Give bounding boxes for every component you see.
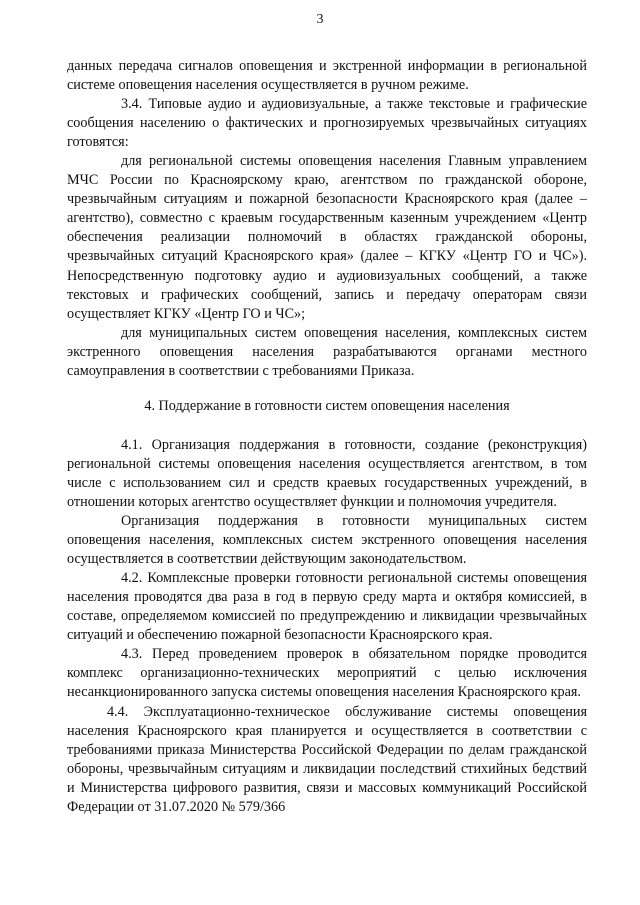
paragraph-3-4: 3.4. Типовые аудио и аудиовизуальные, а также текстовые и графические сообщения населению о фактических и прогнозируемых чрезвычайных ситуациях готовятся: — [67, 96, 587, 151]
paragraph-4-1: 4.1. Организация поддержания в готовности, создание (реконструкция) региональной системы оповещения населения осуществляется агентством, в том числе с использованием сил и средств краевых государственных учреждений, в отношении которых агентство осуществляет функции и полномочия учредителя. — [67, 436, 587, 510]
paragraph-organization: Организация поддержания в готовности муниципальных систем оповещения населения, комплексных систем экстренного оповещения населения осуществляется в соответствии действующим законодательством. — [67, 513, 587, 568]
paragraph-continuation: данных передача сигналов оповещения и экстренной информации в региональной системе оповещения населения осуществляется в ручном режиме. — [67, 58, 587, 94]
paragraph-municipal-systems: для муниципальных систем оповещения населения, комплексных систем экстренного оповещения населения разрабатываются органами местного самоуправления в соответствии с требованиями Приказа. — [67, 324, 587, 379]
paragraph-4-3: 4.3. Перед проведением проверок в обязательном порядке проводится комплекс организационно-технических мероприятий с целью исключения несанкционированного запуска системы оповещения населения Красноярского края. — [67, 646, 587, 701]
page-number: 3 — [316, 12, 324, 27]
paragraph-regional-system: для региональной системы оповещения населения Главным управлением МЧС России по Красноярскому краю, агентством по гражданской обороне, чрезвычайным ситуациям и пожарной безопасности Красноярского края (далее – агентство), совместно с краевым государственным казенным учреждением «Центр обеспечения реализации полномочий в областях гражданской обороны, чрезвычайных ситуаций Красноярского края» (далее – КГКУ «Центр ГО и ЧС»). Непосредственную подготовку аудио и аудиовизуальных сообщений, а также текстовых и графических сообщений, запись и передачу операторам связи осуществляет КГКУ «Центр ГО и ЧС»; — [67, 153, 587, 322]
paragraph-4-2: 4.2. Комплексные проверки готовности региональной системы оповещения населения проводятся два раза в год в первую среду марта и октября комиссией, в составе, определяемом комиссией по предупреждению и ликвидации чрезвычайных ситуаций и обеспечению пожарной безопасности Красноярского края. — [67, 570, 587, 644]
paragraph-4-4: 4.4. Эксплуатационно-техническое обслуживание системы оповещения населения Красноярского края планируется и осуществляется в соответствии с требованиями приказа Министерства Российской Федерации по делам гражданской обороны, чрезвычайным ситуациям и ликвидации последствий стихийных бедствий и Министерства цифрового развития, связи и массовых коммуникаций Российской Федерации от 31.07.2020 № 579/366 — [67, 703, 587, 815]
document-body — [67, 57, 587, 817]
section-heading: 4. Поддержание в готовности систем оповещения населения — [144, 397, 510, 414]
